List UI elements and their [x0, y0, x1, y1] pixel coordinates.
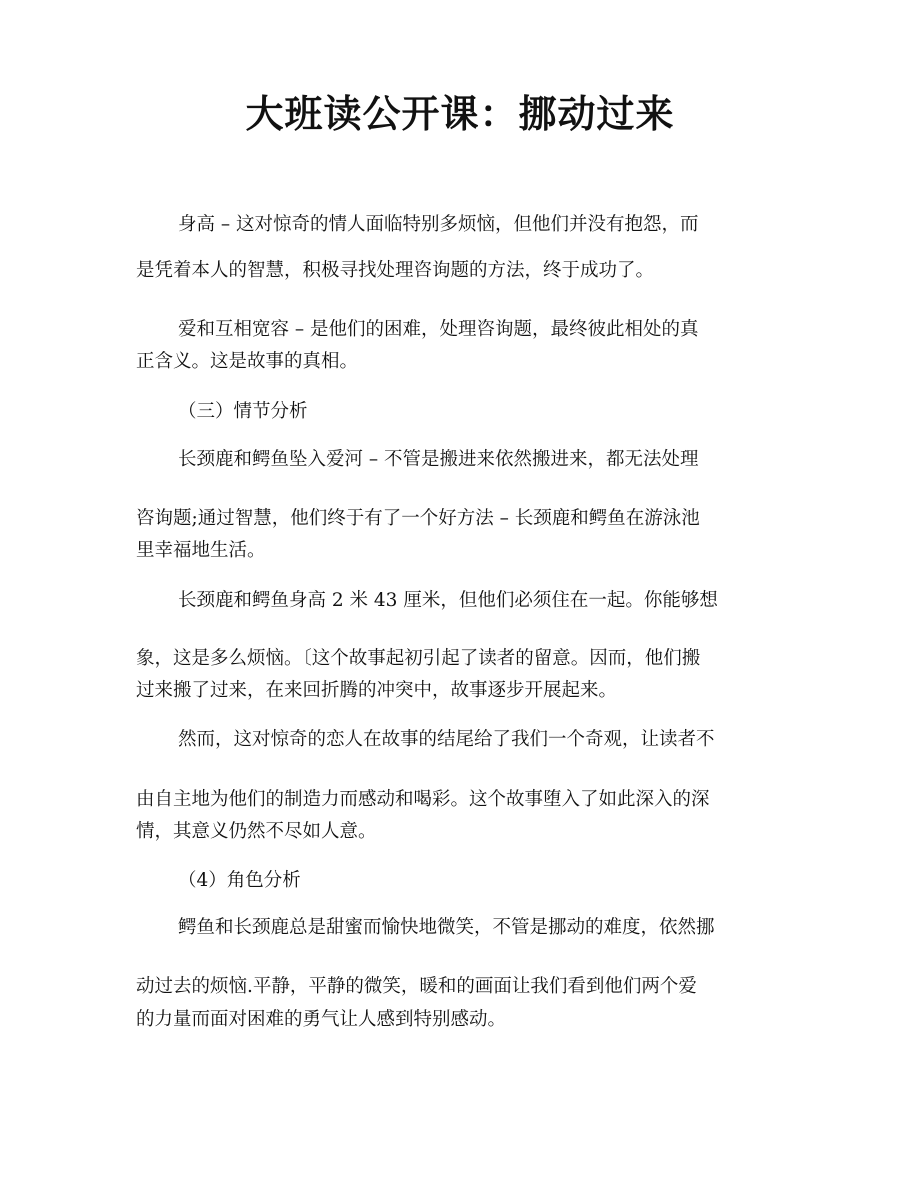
section-heading: （三）情节分析 — [178, 401, 308, 422]
paragraph-line: 情，其意义仍然不尽如人意。 — [136, 821, 377, 842]
paragraph-line: 然而，这对惊奇的恋人在故事的结尾给了我们一个奇观，让读者不 — [178, 729, 715, 750]
paragraph-line: 象，这是多么烦恼。〔这个故事起初引起了读者的留意。因而，他们搬 — [136, 648, 701, 669]
paragraph-line: 是凭着本人的智慧，积极寻找处理咨询题的方法，终于成功了。 — [136, 260, 655, 281]
paragraph-line: 咨询题;通过智慧，他们终于有了一个好方法 – 长颈鹿和鳄鱼在游泳池 — [136, 508, 700, 529]
section-heading: （4）角色分析 — [178, 870, 301, 891]
paragraph-line: 过来搬了过来，在来回折腾的冲突中，故事逐步开展起来。 — [136, 680, 618, 701]
page-title: 大班读公开课：挪动过来 — [245, 91, 675, 136]
paragraph-line: 爱和互相宽容 – 是他们的困难，处理咨询题，最终彼此相处的真 — [178, 319, 699, 340]
paragraph-line: 正含义。这是故事的真相。 — [136, 351, 359, 372]
paragraph-line: 长颈鹿和鳄鱼坠入爱河 – 不管是搬进来依然搬进来，都无法处理 — [178, 449, 699, 470]
paragraph-line: 里幸福地生活。 — [136, 540, 266, 561]
paragraph-line: 由自主地为他们的制造力而感动和喝彩。这个故事堕入了如此深入的深 — [136, 789, 710, 810]
paragraph-line: 鳄鱼和长颈鹿总是甜蜜而愉快地微笑，不管是挪动的难度，依然挪 — [178, 917, 715, 938]
paragraph-line: 身高 – 这对惊奇的情人面临特别多烦恼，但他们并没有抱怨，而 — [178, 214, 699, 235]
paragraph-line: 动过去的烦恼.平静，平静的微笑，暖和的画面让我们看到他们两个爱 — [136, 976, 697, 997]
paragraph-line: 长颈鹿和鳄鱼身高 2 米 43 厘米，但他们必须住在一起。你能够想 — [178, 590, 718, 611]
paragraph-line: 的力量而面对困难的勇气让人感到特别感动。 — [136, 1009, 507, 1030]
